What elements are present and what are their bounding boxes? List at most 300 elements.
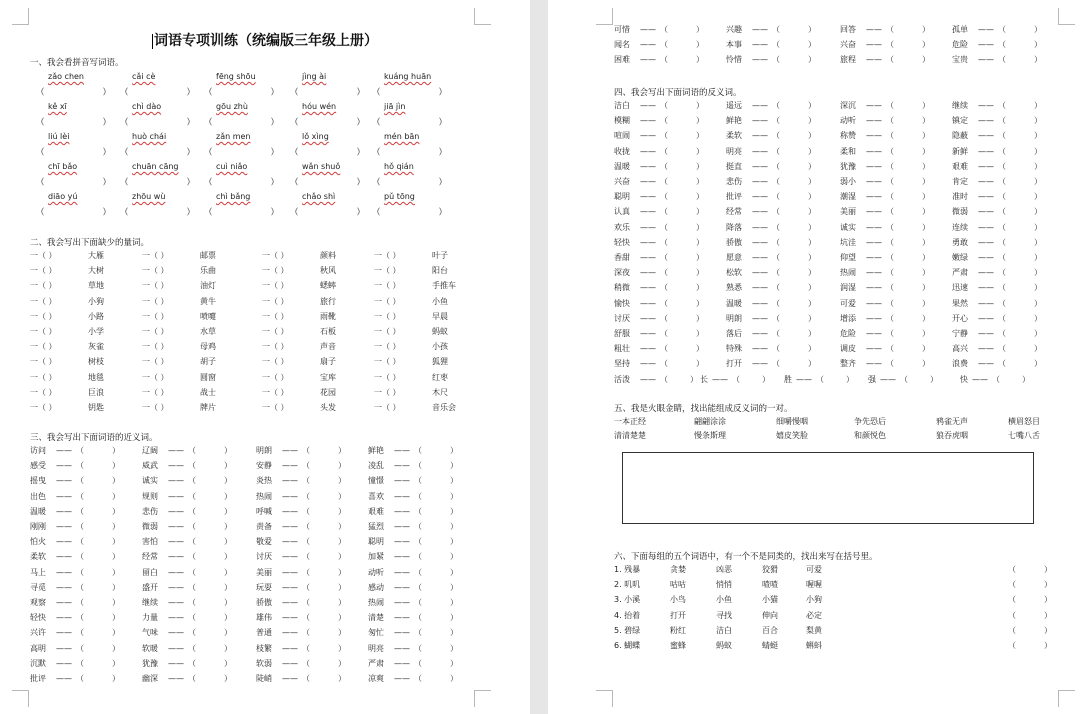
bracket-close: ） (1034, 253, 1042, 262)
measure-word-blank[interactable]: 一（ ） (374, 387, 401, 397)
bracket-open: （ (886, 25, 894, 34)
bracket-close: ） (112, 446, 120, 455)
answer-blank[interactable]: —— (978, 237, 994, 247)
answer-blank[interactable]: —— (866, 25, 882, 34)
bracket-open: （ (188, 476, 196, 486)
answer-bracket[interactable] (120, 86, 195, 98)
answer-blank[interactable]: —— (56, 446, 72, 455)
bracket-open[interactable]: （ (1008, 565, 1016, 574)
measure-word-blank[interactable]: 一（ ） (262, 251, 289, 260)
answer-blank[interactable]: —— (752, 283, 768, 293)
grid-word: 扇子 (320, 357, 336, 367)
answer-bracket[interactable] (204, 146, 279, 158)
answer-blank[interactable]: —— (168, 522, 184, 531)
bracket-close: ） (1034, 40, 1042, 50)
answer-blank[interactable]: —— (866, 116, 882, 126)
answer-blank[interactable]: —— (752, 40, 768, 50)
answer-blank[interactable]: —— (168, 598, 184, 607)
measure-word-blank[interactable]: 一（ ） (142, 266, 169, 276)
answer-bracket[interactable] (372, 146, 447, 158)
bracket-open: （ (772, 283, 780, 293)
measure-word-blank[interactable]: 一（ ） (374, 342, 401, 352)
bracket-open: （ (886, 313, 894, 323)
answer-blank[interactable]: —— (56, 522, 72, 531)
grid-word: 明朗 (726, 313, 742, 323)
answer-blank[interactable]: —— (56, 582, 72, 592)
grid-row (548, 146, 1080, 158)
answer-blank[interactable]: —— (752, 329, 768, 338)
bracket-close[interactable]: ） (1044, 565, 1052, 574)
section6-heading: 六、下面每组的五个词语中，有一个不是同类的，找出来写在括号里。 (614, 552, 878, 562)
answer-blank[interactable]: —— (866, 55, 882, 65)
measure-word-blank[interactable]: 一（ ） (142, 387, 169, 397)
answer-blank[interactable]: —— (394, 613, 410, 623)
answer-blank[interactable]: —— (394, 446, 410, 455)
bracket-close: ） (808, 283, 816, 293)
answer-blank[interactable]: —— (866, 40, 882, 50)
answer-blank[interactable]: —— (752, 222, 768, 232)
answer-blank[interactable]: —— (866, 161, 882, 171)
answer-blank[interactable]: —— (640, 253, 656, 262)
grid-row (0, 658, 530, 670)
answer-blank[interactable]: —— (394, 598, 410, 607)
answer-blank[interactable]: —— (978, 177, 994, 186)
answer-blank[interactable]: —— (978, 298, 994, 308)
measure-word-blank[interactable]: 一（ ） (262, 296, 289, 306)
answer-blank[interactable]: —— (978, 283, 994, 293)
answer-bracket[interactable] (204, 176, 279, 188)
bracket-close: ） (808, 192, 816, 202)
answer-blank[interactable]: —— (640, 207, 656, 217)
answer-blank[interactable]: —— (394, 567, 410, 577)
answer-blank[interactable]: —— (978, 146, 994, 156)
measure-word-blank[interactable]: 一（ ） (142, 251, 169, 260)
measure-word-blank[interactable]: 一（ ） (142, 327, 169, 336)
bracket-open: （ (886, 237, 894, 247)
answer-blank[interactable]: —— (282, 567, 298, 577)
answer-blank[interactable]: —— (978, 55, 994, 65)
answer-blank[interactable]: —— (394, 674, 410, 683)
measure-word-blank[interactable]: 一（ ） (262, 311, 289, 321)
bracket-close[interactable]: ） (1044, 595, 1052, 605)
answer-blank[interactable]: —— (712, 374, 728, 384)
answer-blank[interactable]: —— (752, 25, 768, 34)
grid-word: 规则 (142, 491, 158, 501)
measure-word-blank[interactable]: 一（ ） (142, 357, 169, 367)
measure-word-blank[interactable]: 一（ ） (374, 266, 401, 276)
answer-blank[interactable]: —— (56, 491, 72, 501)
bracket-open: （ (372, 178, 381, 188)
answer-bracket[interactable] (372, 176, 447, 188)
answer-blank[interactable]: —— (978, 101, 994, 110)
measure-word-blank[interactable]: 一（ ） (142, 403, 169, 412)
grid-word: 熟悉 (726, 283, 742, 293)
answer-blank[interactable]: —— (168, 446, 184, 455)
answer-bracket[interactable] (290, 176, 365, 188)
answer-blank[interactable]: —— (866, 268, 882, 278)
answer-blank[interactable]: —— (866, 344, 882, 354)
grid-word: 挺直 (726, 161, 742, 171)
answer-blank[interactable]: —— (752, 313, 768, 323)
document-title[interactable] (0, 30, 530, 50)
answer-blank[interactable]: —— (168, 674, 184, 683)
pinyin-word: mén bān (384, 132, 420, 141)
measure-word-blank[interactable]: 一（ ） (262, 266, 289, 276)
grid-word: 开心 (952, 313, 968, 323)
bracket-close: ） (102, 118, 112, 128)
answer-blank[interactable]: —— (866, 237, 882, 247)
measure-word-blank[interactable]: 一（ ） (374, 311, 401, 321)
answer-blank[interactable]: —— (56, 461, 72, 471)
answer-blank[interactable]: —— (978, 131, 994, 141)
answer-blank[interactable]: —— (978, 344, 994, 354)
grid-word: 旅程 (840, 55, 856, 65)
answer-blank[interactable]: —— (282, 582, 298, 592)
answer-blank[interactable]: —— (640, 359, 656, 369)
answer-blank[interactable]: —— (640, 55, 656, 65)
measure-word-blank[interactable]: 一（ ） (262, 342, 289, 352)
answer-blank[interactable]: —— (640, 161, 656, 171)
answer-blank[interactable]: —— (752, 131, 768, 141)
measure-word-blank[interactable]: 一（ ） (262, 372, 289, 382)
answer-bracket[interactable] (204, 116, 279, 128)
answer-blank[interactable]: —— (282, 476, 298, 486)
answer-bracket[interactable] (290, 146, 365, 158)
answer-bracket[interactable] (120, 176, 195, 188)
bracket-open[interactable]: （ (1008, 625, 1016, 635)
grid-row (0, 326, 530, 338)
answer-blank[interactable]: —— (394, 522, 410, 531)
answer-blank[interactable]: —— (640, 177, 656, 186)
answer-blank[interactable]: —— (56, 658, 72, 668)
grid-word: 观察 (30, 598, 46, 607)
measure-word-blank[interactable]: 一（ ） (142, 281, 169, 291)
grid-word: 鲜艳 (368, 446, 384, 455)
bracket-close[interactable]: ） (1044, 580, 1052, 590)
answer-blank[interactable]: —— (394, 537, 410, 547)
answer-blank[interactable]: —— (978, 40, 994, 50)
answer-blank[interactable]: —— (752, 207, 768, 217)
grid-word: 软弱 (256, 658, 272, 668)
answer-blank[interactable]: —— (282, 613, 298, 623)
answer-blank[interactable]: —— (640, 131, 656, 141)
grid-word: 兴趣 (726, 25, 742, 34)
measure-word-blank[interactable]: 一（ ） (142, 311, 169, 321)
measure-word-blank[interactable]: 一（ ） (374, 357, 401, 367)
measure-word-blank[interactable]: 一（ ） (262, 327, 289, 336)
bracket-close: ） (808, 40, 816, 50)
answer-blank[interactable]: —— (752, 101, 768, 110)
answer-blank[interactable]: —— (168, 643, 184, 653)
answer-blank[interactable]: —— (394, 461, 410, 471)
idiom-word: 和颜悦色 (854, 431, 886, 440)
bracket-open[interactable]: （ (1008, 641, 1016, 650)
answer-blank[interactable]: —— (978, 25, 994, 34)
answer-blank[interactable]: —— (394, 506, 410, 516)
answer-bracket[interactable] (36, 176, 111, 188)
answer-blank[interactable]: —— (282, 598, 298, 607)
answer-blank[interactable]: —— (282, 522, 298, 531)
measure-word-blank[interactable]: 一（ ） (262, 403, 289, 412)
answer-blank[interactable]: —— (168, 658, 184, 668)
measure-word-blank[interactable]: 一（ ） (262, 387, 289, 397)
answer-blank[interactable]: —— (752, 268, 768, 278)
measure-word-blank[interactable]: 一（ ） (30, 372, 57, 382)
bracket-open: （ (290, 88, 299, 98)
bracket-close: ） (1034, 207, 1042, 217)
answer-blank[interactable]: —— (752, 344, 768, 354)
bracket-close[interactable]: ） (1044, 625, 1052, 635)
answer-bracket[interactable] (36, 206, 111, 218)
measure-word-blank[interactable]: 一（ ） (374, 372, 401, 382)
measure-word-blank[interactable]: 一（ ） (30, 311, 57, 321)
answer-blank[interactable]: —— (282, 461, 298, 471)
answer-blank[interactable]: —— (282, 552, 298, 562)
answer-blank[interactable]: —— (282, 674, 298, 683)
answer-blank[interactable]: —— (56, 552, 72, 562)
answer-blank[interactable]: —— (56, 613, 72, 623)
choice-word: 喳喳 (762, 580, 778, 590)
answer-bracket[interactable] (290, 116, 365, 128)
answer-bracket[interactable] (36, 116, 111, 128)
answer-blank[interactable]: —— (640, 283, 656, 293)
measure-word-blank[interactable]: 一（ ） (142, 372, 169, 382)
bracket-open[interactable]: （ (1008, 580, 1016, 590)
answer-blank[interactable]: —— (394, 628, 410, 638)
answer-blank[interactable]: —— (866, 329, 882, 338)
answer-blank[interactable]: —— (640, 268, 656, 278)
bracket-open: （ (772, 253, 780, 262)
bracket-open: （ (998, 329, 1006, 338)
bracket-open: （ (188, 674, 196, 683)
answer-bracket[interactable] (290, 206, 365, 218)
answer-blank[interactable]: —— (866, 298, 882, 308)
measure-word-blank[interactable]: 一（ ） (374, 251, 401, 260)
measure-word-blank[interactable]: 一（ ） (30, 296, 57, 306)
answer-blank[interactable]: —— (972, 374, 988, 384)
bracket-open[interactable]: （ (1008, 610, 1016, 620)
grid-word: 舒服 (614, 329, 630, 338)
answer-blank[interactable]: —— (866, 131, 882, 141)
answer-blank[interactable]: —— (394, 552, 410, 562)
answer-blank[interactable]: —— (978, 359, 994, 369)
bracket-close[interactable]: ） (1044, 610, 1052, 620)
answer-bracket[interactable] (290, 86, 365, 98)
answer-blank[interactable]: —— (866, 177, 882, 186)
answer-blank[interactable]: —— (282, 491, 298, 501)
answer-blank[interactable]: —— (56, 476, 72, 486)
answer-blank[interactable]: —— (752, 116, 768, 126)
answer-blank[interactable]: —— (394, 658, 410, 668)
answer-blank[interactable]: —— (752, 359, 768, 369)
grid-row (0, 280, 530, 292)
answer-blank[interactable]: —— (978, 207, 994, 217)
answer-blank[interactable]: —— (168, 461, 184, 471)
answer-blank[interactable]: —— (866, 283, 882, 293)
answer-blank[interactable]: —— (752, 298, 768, 308)
answer-blank[interactable]: —— (866, 146, 882, 156)
answer-blank[interactable]: —— (752, 161, 768, 171)
answer-blank[interactable]: —— (866, 313, 882, 323)
answer-blank[interactable]: —— (168, 582, 184, 592)
answer-blank[interactable]: —— (978, 116, 994, 126)
answer-blank[interactable]: —— (168, 567, 184, 577)
bracket-open[interactable]: （ (1008, 595, 1016, 605)
grid-word: 小狗 (88, 296, 104, 306)
answer-bracket[interactable] (36, 146, 111, 158)
answer-blank[interactable]: —— (866, 101, 882, 110)
answer-blank[interactable]: —— (640, 192, 656, 202)
answer-blank[interactable]: —— (394, 491, 410, 501)
measure-word-blank[interactable]: 一（ ） (30, 281, 57, 291)
measure-word-blank[interactable]: 一（ ） (262, 281, 289, 291)
answer-blank[interactable]: —— (866, 359, 882, 369)
answer-bracket[interactable] (204, 206, 279, 218)
choice-row (548, 594, 1080, 606)
answer-blank[interactable]: —— (752, 177, 768, 186)
answer-blank[interactable]: —— (866, 222, 882, 232)
grid-word: 喧闹 (614, 131, 630, 141)
answer-blank[interactable]: —— (752, 55, 768, 65)
answer-blank[interactable]: —— (978, 253, 994, 262)
bracket-open: （ (886, 161, 894, 171)
answer-blank[interactable]: —— (394, 643, 410, 653)
answer-blank[interactable]: —— (752, 192, 768, 202)
answer-blank[interactable]: —— (752, 146, 768, 156)
bracket-close: ） (338, 446, 346, 455)
bracket-open: （ (36, 148, 45, 158)
answer-blank[interactable]: —— (640, 146, 656, 156)
answer-blank[interactable]: —— (640, 40, 656, 50)
measure-word-blank[interactable]: 一（ ） (374, 403, 401, 412)
answer-blank[interactable]: —— (56, 506, 72, 516)
answer-blank[interactable]: —— (640, 313, 656, 323)
grid-word: 柔和 (840, 146, 856, 156)
grid-row (548, 54, 1080, 66)
answer-blank[interactable]: —— (640, 25, 656, 34)
grid-row (548, 358, 1080, 370)
answer-blank[interactable]: —— (282, 658, 298, 668)
answer-blank[interactable]: —— (56, 643, 72, 653)
measure-word-blank[interactable]: 一（ ） (30, 266, 57, 276)
answer-blank[interactable]: —— (752, 253, 768, 262)
answer-blank[interactable]: —— (168, 506, 184, 516)
answer-blank[interactable]: —— (56, 537, 72, 547)
bracket-open: （ (302, 491, 310, 501)
answer-box[interactable] (622, 452, 1034, 524)
answer-blank[interactable]: —— (56, 598, 72, 607)
answer-blank[interactable]: —— (978, 161, 994, 171)
answer-blank[interactable]: —— (56, 628, 72, 638)
answer-bracket[interactable] (372, 86, 447, 98)
bracket-open: （ (772, 313, 780, 323)
bracket-open: （ (414, 582, 422, 592)
answer-blank[interactable]: —— (866, 192, 882, 202)
bracket-open: （ (414, 552, 422, 562)
answer-blank[interactable]: —— (640, 222, 656, 232)
grid-row (548, 24, 1080, 36)
answer-blank[interactable]: —— (282, 506, 298, 516)
bracket-open: （ (204, 118, 213, 128)
grid-word: 动听 (368, 567, 384, 577)
answer-blank[interactable]: —— (168, 476, 184, 486)
answer-blank[interactable]: —— (168, 552, 184, 562)
grid-word: 邮票 (200, 251, 216, 260)
answer-blank[interactable]: —— (978, 313, 994, 323)
answer-blank[interactable]: —— (640, 101, 656, 110)
answer-bracket[interactable] (204, 86, 279, 98)
answer-blank[interactable]: —— (640, 329, 656, 338)
measure-word-blank[interactable]: 一（ ） (30, 403, 57, 412)
answer-blank[interactable]: —— (640, 374, 656, 384)
measure-word-blank[interactable]: 一（ ） (142, 342, 169, 352)
answer-blank[interactable]: —— (56, 567, 72, 577)
answer-blank[interactable]: —— (752, 237, 768, 247)
measure-word-blank[interactable]: 一（ ） (142, 296, 169, 306)
measure-word-blank[interactable]: 一（ ） (262, 357, 289, 367)
answer-bracket[interactable] (120, 206, 195, 218)
answer-blank[interactable]: —— (282, 537, 298, 547)
answer-blank[interactable]: —— (168, 613, 184, 623)
answer-blank[interactable]: —— (796, 374, 812, 384)
answer-blank[interactable]: —— (394, 582, 410, 592)
bracket-close: ） (224, 643, 232, 653)
measure-word-blank[interactable]: 一（ ） (374, 296, 401, 306)
answer-blank[interactable]: —— (56, 674, 72, 683)
answer-blank[interactable]: —— (978, 329, 994, 338)
measure-word-blank[interactable]: 一（ ） (374, 281, 401, 291)
bracket-close: ） (846, 374, 854, 384)
answer-blank[interactable]: —— (880, 374, 896, 384)
answer-blank[interactable]: —— (640, 298, 656, 308)
measure-word-blank[interactable]: 一（ ） (30, 342, 57, 352)
pinyin-word: zhōu wù (132, 192, 166, 201)
answer-blank[interactable]: —— (168, 491, 184, 501)
answer-blank[interactable]: —— (978, 192, 994, 202)
answer-blank[interactable]: —— (168, 537, 184, 547)
answer-blank[interactable]: —— (978, 268, 994, 278)
answer-blank[interactable]: —— (168, 628, 184, 638)
answer-blank[interactable]: —— (282, 446, 298, 455)
answer-blank[interactable]: —— (978, 222, 994, 232)
answer-bracket[interactable] (372, 116, 447, 128)
answer-bracket[interactable] (120, 146, 195, 158)
answer-blank[interactable]: —— (640, 116, 656, 126)
answer-bracket[interactable] (36, 86, 111, 98)
grid-row (0, 341, 530, 353)
answer-blank[interactable]: —— (282, 628, 298, 638)
measure-word-blank[interactable]: 一（ ） (30, 387, 57, 397)
answer-blank[interactable]: —— (640, 344, 656, 354)
section2-heading: 二、我会写出下面缺少的量词。 (30, 238, 150, 248)
bracket-open: （ (660, 237, 668, 247)
grid-word: 动听 (840, 116, 856, 126)
answer-blank[interactable]: —— (866, 253, 882, 262)
answer-blank[interactable]: —— (282, 643, 298, 653)
grid-word: 手推车 (432, 281, 456, 291)
measure-word-blank[interactable]: 一（ ） (374, 327, 401, 336)
answer-blank[interactable]: —— (640, 237, 656, 247)
measure-word-blank[interactable]: 一（ ） (30, 327, 57, 336)
answer-blank[interactable]: —— (394, 476, 410, 486)
measure-word-blank[interactable]: 一（ ） (30, 357, 57, 367)
answer-bracket[interactable] (120, 116, 195, 128)
grid-word: 胡子 (200, 357, 216, 367)
measure-word-blank[interactable]: 一（ ） (30, 251, 57, 260)
answer-blank[interactable]: —— (866, 207, 882, 217)
answer-bracket[interactable] (372, 206, 447, 218)
bracket-close[interactable]: ） (1044, 641, 1052, 650)
